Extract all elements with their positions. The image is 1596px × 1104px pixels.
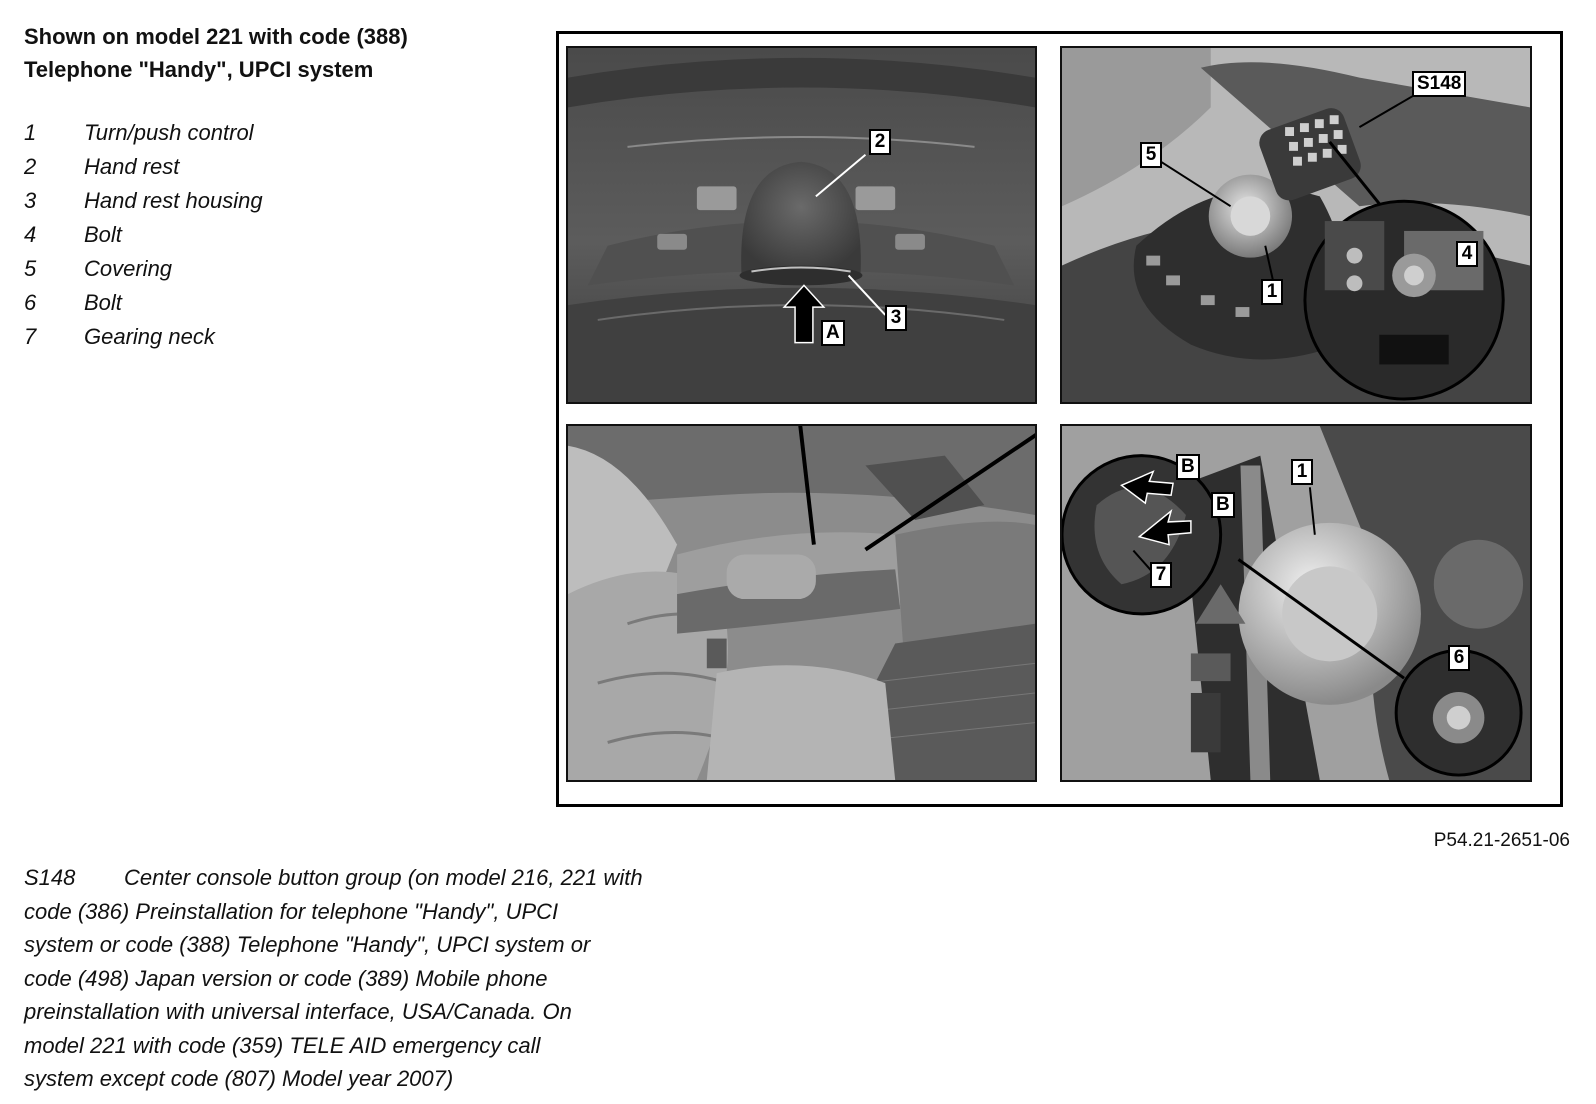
- legend-label: Hand rest housing: [84, 188, 263, 213]
- legend-number: 5: [24, 256, 37, 281]
- legend-item: [24, 286, 263, 320]
- legend-label: Turn/push control: [84, 120, 254, 145]
- callout-gearing-neck: 7: [1150, 562, 1172, 588]
- legend-list: [24, 116, 263, 354]
- photo-interior-overview: [566, 424, 1037, 782]
- callout-covering: 5: [1140, 142, 1162, 168]
- callout-bolt-4: 4: [1456, 241, 1478, 267]
- turn-push-control-picture: [1062, 426, 1530, 780]
- legend-number: 1: [24, 120, 37, 145]
- callout-turn-push-control-detail: 1: [1291, 459, 1313, 485]
- legend-item: [24, 320, 263, 354]
- note-line: code (386) Preinstallation for telephone "Handy", UPCI: [24, 898, 559, 924]
- note-line: preinstallation with universal interface, USA/Canada. On: [24, 999, 572, 1024]
- page-title: [24, 20, 408, 86]
- interior-overview-picture: [568, 426, 1035, 780]
- photo-hand-rest: [566, 46, 1037, 404]
- note-text: Center console button group (on model 216, 221 with: [124, 865, 643, 890]
- photo-center-console: [1060, 46, 1532, 404]
- legend-item: [24, 252, 263, 286]
- legend-number: 3: [24, 188, 37, 213]
- note-line: [24, 861, 724, 895]
- legend-label: Covering: [84, 256, 173, 281]
- legend-label: Gearing neck: [84, 324, 215, 349]
- callout-turn-push-control: 1: [1261, 279, 1283, 305]
- note-line: code (498) Japan version or code (389) Mobile phone: [24, 965, 548, 991]
- callout-view-b-upper: B: [1176, 454, 1200, 480]
- title-line-2: Telephone "Handy", UPCI system: [24, 57, 374, 82]
- footnote: [24, 861, 724, 1096]
- note-code: S148: [24, 865, 76, 890]
- legend-item: [24, 116, 263, 150]
- legend-number: 4: [24, 222, 37, 247]
- callout-bolt-6: 6: [1448, 645, 1470, 671]
- figure-reference-id: P54.21-2651-06: [1433, 830, 1570, 851]
- note-line: system or code (388) Telephone "Handy", UPCI system or: [24, 932, 591, 957]
- hand-rest-picture: [568, 48, 1035, 402]
- legend-item: [24, 184, 263, 218]
- legend-number: 7: [24, 324, 37, 349]
- note-line: system except code (807) Model year 2007): [24, 1066, 454, 1091]
- callout-view-b-lower: B: [1211, 492, 1235, 518]
- callout-button-group-s148: S148: [1412, 71, 1466, 97]
- center-console-picture: [1062, 48, 1530, 402]
- illustration-frame: [556, 31, 1563, 807]
- legend-item: [24, 150, 263, 184]
- note-line: model 221 with code (359) TELE AID emergency call: [24, 1032, 541, 1058]
- legend-label: Bolt: [84, 222, 122, 247]
- legend-item: [24, 218, 263, 252]
- callout-view-a: A: [821, 320, 845, 346]
- legend-label: Hand rest: [84, 154, 180, 179]
- photo-turn-push-control: [1060, 424, 1532, 782]
- legend-number: 6: [24, 290, 37, 315]
- callout-hand-rest: 2: [869, 129, 891, 155]
- legend-label: Bolt: [84, 290, 122, 315]
- callout-hand-rest-housing: 3: [885, 305, 907, 331]
- title-line-1: Shown on model 221 with code (388): [24, 24, 408, 49]
- legend-number: 2: [24, 154, 37, 179]
